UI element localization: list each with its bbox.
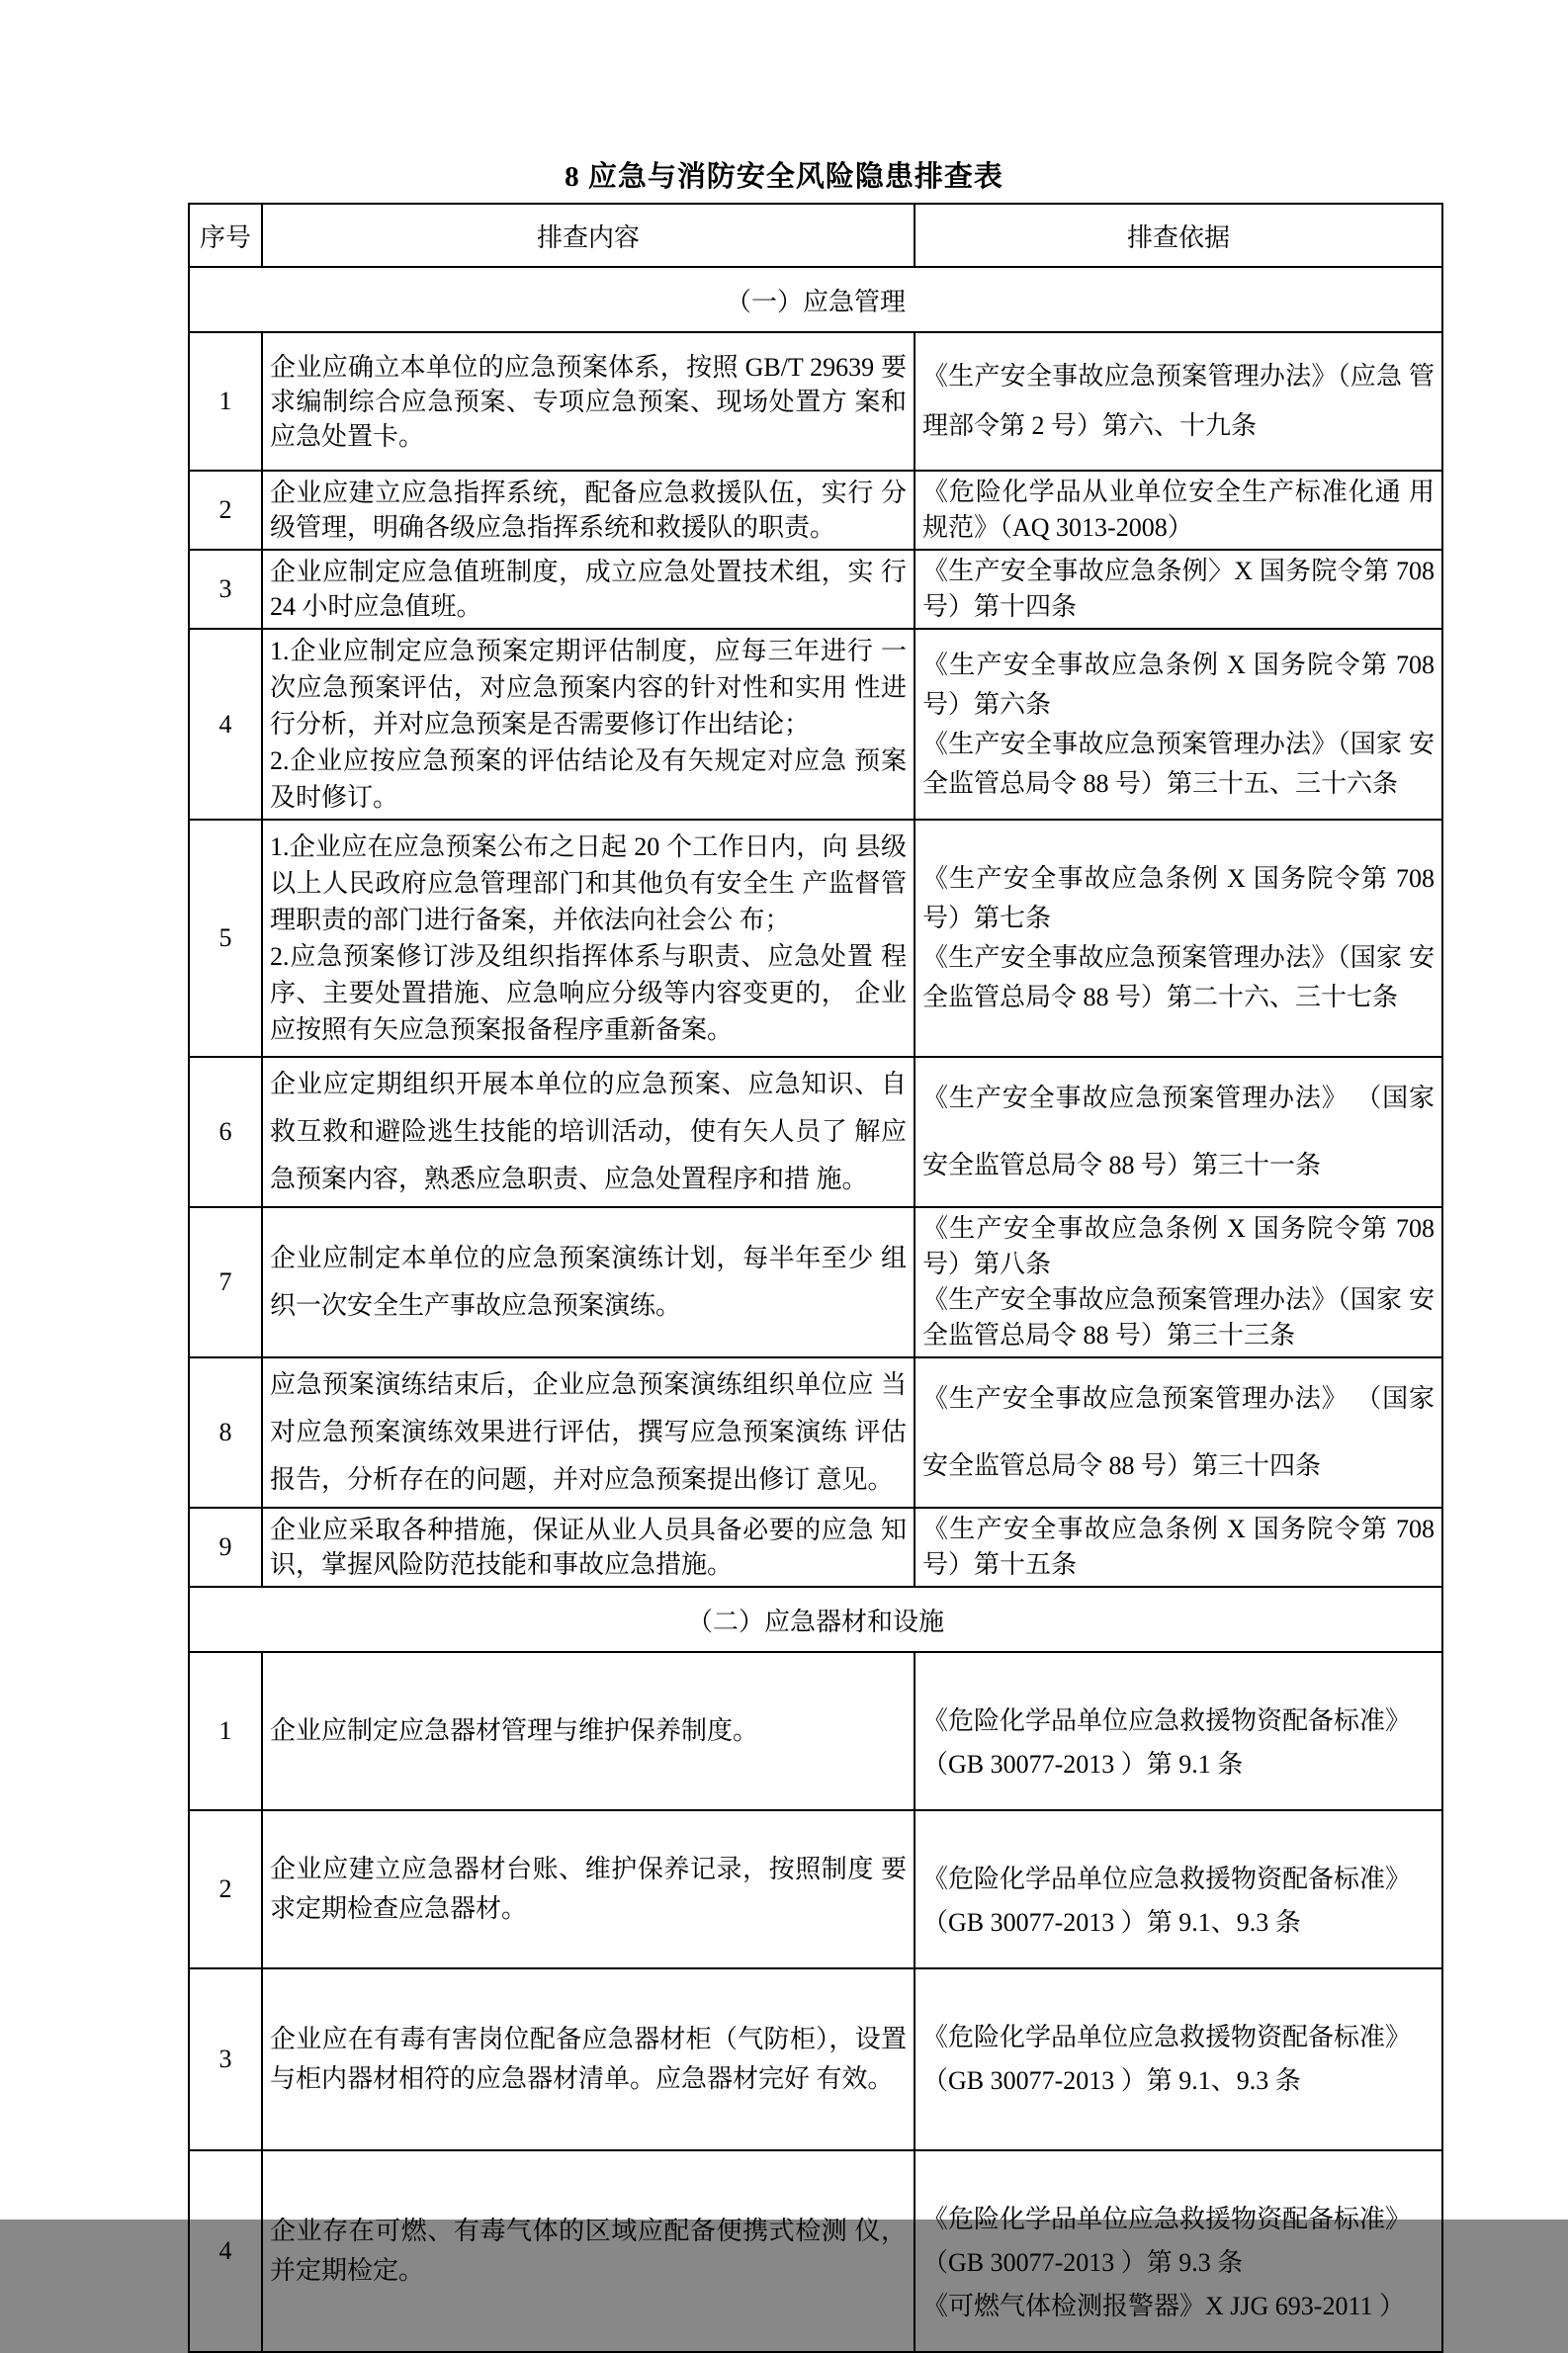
- section-row: [189, 267, 1442, 332]
- content-cell: 1.企业应在应急预案公布之日起 20 个工作日内，向 县级以上人民政府应急管理部门和其他负有安全生 产监督管理职责的部门进行备案，并依法向社会公 布； 2.应急预案修订涉及组织指挥体系与职责、应急处置 程序、主要处置措施、应急响应分级等内容变更的， 企业应按照有矢应急预案报备程序重新备案。: [262, 820, 915, 1057]
- content-cell: 企业应制定应急值班制度，成立应急处置技术组，实 行 24 小时应急值班。: [262, 550, 915, 629]
- content-cell: 企业存在可燃、有毒气体的区域应配备便携式检测 仪，并定期检定。: [262, 2150, 915, 2352]
- basis-cell: [915, 1810, 1442, 1968]
- content-cell: 企业应制定本单位的应急预案演练计划，每半年至少 组织一次安全生产事故应急预案演练。: [262, 1207, 915, 1357]
- row-number-cell: 3: [189, 1968, 262, 2150]
- basis-cell: 《生产安全事故应急预案管理办法》（应急 管理部令第 2 号）第六、十九条: [915, 332, 1442, 471]
- basis-cell: [915, 2150, 1442, 2352]
- basis-cell: [915, 1652, 1442, 1810]
- table-row: [189, 629, 1442, 820]
- basis-cell: 《生产安全事故应急条例 X 国务院令第 708 号）第六条 《生产安全事故应急预案管理办法》（国家 安全监管总局令 88 号）第三十五、三十六条: [915, 629, 1442, 820]
- row-number-cell: 3: [189, 550, 262, 629]
- header-row: [189, 204, 1442, 267]
- table-row: [189, 1508, 1442, 1587]
- header-content: 排查内容: [262, 204, 915, 267]
- table-row: [189, 1057, 1442, 1207]
- basis-text: 《危险化学品单位应急救援物资配备标准》 （GB 30077-2013 ）第 9.1、9.3 条: [922, 2023, 1412, 2095]
- table-row: [189, 1207, 1442, 1357]
- basis-clipped-text: 《危险化学品单位应急救援物资配备标准》 （GB 30077-2013 ）第 9.3 条 《可燃气体检测报警器》X JJG 693-2011 ）: [922, 2205, 1412, 2320]
- inspection-table: [188, 203, 1443, 2353]
- content-cell: 企业应在有毒有害岗位配备应急器材柜（气防柜），设置与柜内器材相符的应急器材清单。应急器材完好 有效。: [262, 1968, 915, 2150]
- row-number-cell: 4: [189, 2150, 262, 2352]
- header-basis: 排查依据: [915, 204, 1442, 267]
- section-header-2: （二）应急器材和设施: [189, 1587, 1442, 1652]
- table-row: [189, 332, 1442, 471]
- section-row: [189, 1587, 1442, 1652]
- table-row: [189, 1357, 1442, 1508]
- table-row: [189, 2150, 1442, 2352]
- row-number-cell: 6: [189, 1057, 262, 1207]
- table-row: [189, 471, 1442, 550]
- basis-cell: 《生产安全事故应急条例〉X 国务院令第 708 号）第十四条: [915, 550, 1442, 629]
- basis-cell: 《危险化学品从业单位安全生产标准化通 用规范》（AQ 3013-2008）: [915, 471, 1442, 550]
- content-cell: 1.企业应制定应急预案定期评估制度，应每三年进行 一次应急预案评估，对应急预案内容的针对性和实用 性进行分析，并对应急预案是否需要修订作出结论； 2.企业应按应急预案的评估结论及有矢规定对应急 预案及时修订。: [262, 629, 915, 820]
- row-number-cell: 5: [189, 820, 262, 1057]
- content-cell: 应急预案演练结束后，企业应急预案演练组织单位应 当对应急预案演练效果进行评估，撰写应急预案演练 评估报告，分析存在的问题，并对应急预案提出修订 意见。: [262, 1357, 915, 1508]
- row-number-cell: 1: [189, 1652, 262, 1810]
- basis-clipped-text: 《危险化学品单位应急救援物资配备标准》 （GB 30077-2013 ）第 9.1、9.3 条: [922, 1865, 1412, 1937]
- table-row: [189, 550, 1442, 629]
- table-row: [189, 820, 1442, 1057]
- basis-cell: 《生产安全事故应急条例 X 国务院令第 708 号）第十五条: [915, 1508, 1442, 1587]
- section-header-1: （一）应急管理: [189, 267, 1442, 332]
- table-row: [189, 1652, 1442, 1810]
- content-cell: 企业应制定应急器材管理与维护保养制度。: [262, 1652, 915, 1810]
- basis-cell: 《生产安全事故应急条例 X 国务院令第 708 号）第七条 《生产安全事故应急预案管理办法》（国家 安全监管总局令 88 号）第二十六、三十七条: [915, 820, 1442, 1057]
- row-number-cell: 2: [189, 1810, 262, 1968]
- basis-cell: [915, 1968, 1442, 2150]
- page-title: 8 应急与消防安全风险隐患排查表: [565, 161, 1003, 193]
- basis-cell: 《生产安全事故应急预案管理办法》 （国家 安全监管总局令 88 号）第三十四条: [915, 1357, 1442, 1508]
- row-number-cell: 4: [189, 629, 262, 820]
- row-number-cell: 9: [189, 1508, 262, 1587]
- row-number-cell: 2: [189, 471, 262, 550]
- row-number-cell: 1: [189, 332, 262, 471]
- content-cell: 企业应建立应急器材台账、维护保养记录，按照制度 要求定期检查应急器材。: [262, 1810, 915, 1968]
- row-number-cell: 8: [189, 1357, 262, 1508]
- table-row: [189, 1968, 1442, 2150]
- header-index: 序号: [189, 204, 262, 267]
- content-cell: 企业应采取各种措施，保证从业人员具备必要的应急 知识，掌握风险防范技能和事故应急措施。: [262, 1508, 915, 1587]
- table-row: [189, 1810, 1442, 1968]
- row-number-cell: 7: [189, 1207, 262, 1357]
- content-cell: 企业应定期组织开展本单位的应急预案、应急知识、自救互救和避险逃生技能的培训活动，使有矢人员了 解应急预案内容，熟悉应急职责、应急处置程序和措 施。: [262, 1057, 915, 1207]
- basis-cell: 《生产安全事故应急条例 X 国务院令第 708 号）第八条 《生产安全事故应急预案管理办法》（国家 安全监管总局令 88 号）第三十三条: [915, 1207, 1442, 1357]
- basis-clipped-text: 《危险化学品单位应急救援物资配备标准》 （GB 30077-2013 ）第 9.1 条: [922, 1706, 1412, 1779]
- content-cell: 企业应建立应急指挥系统，配备应急救援队伍，实行 分级管理，明确各级应急指挥系统和救援队的职责。: [262, 471, 915, 550]
- content-cell: 企业应确立本单位的应急预案体系，按照 GB/T 29639 要求编制综合应急预案、专项应急预案、现场处置方 案和应急处置卡。: [262, 332, 915, 471]
- basis-cell: 《生产安全事故应急预案管理办法》 （国家 安全监管总局令 88 号）第三十一条: [915, 1057, 1442, 1207]
